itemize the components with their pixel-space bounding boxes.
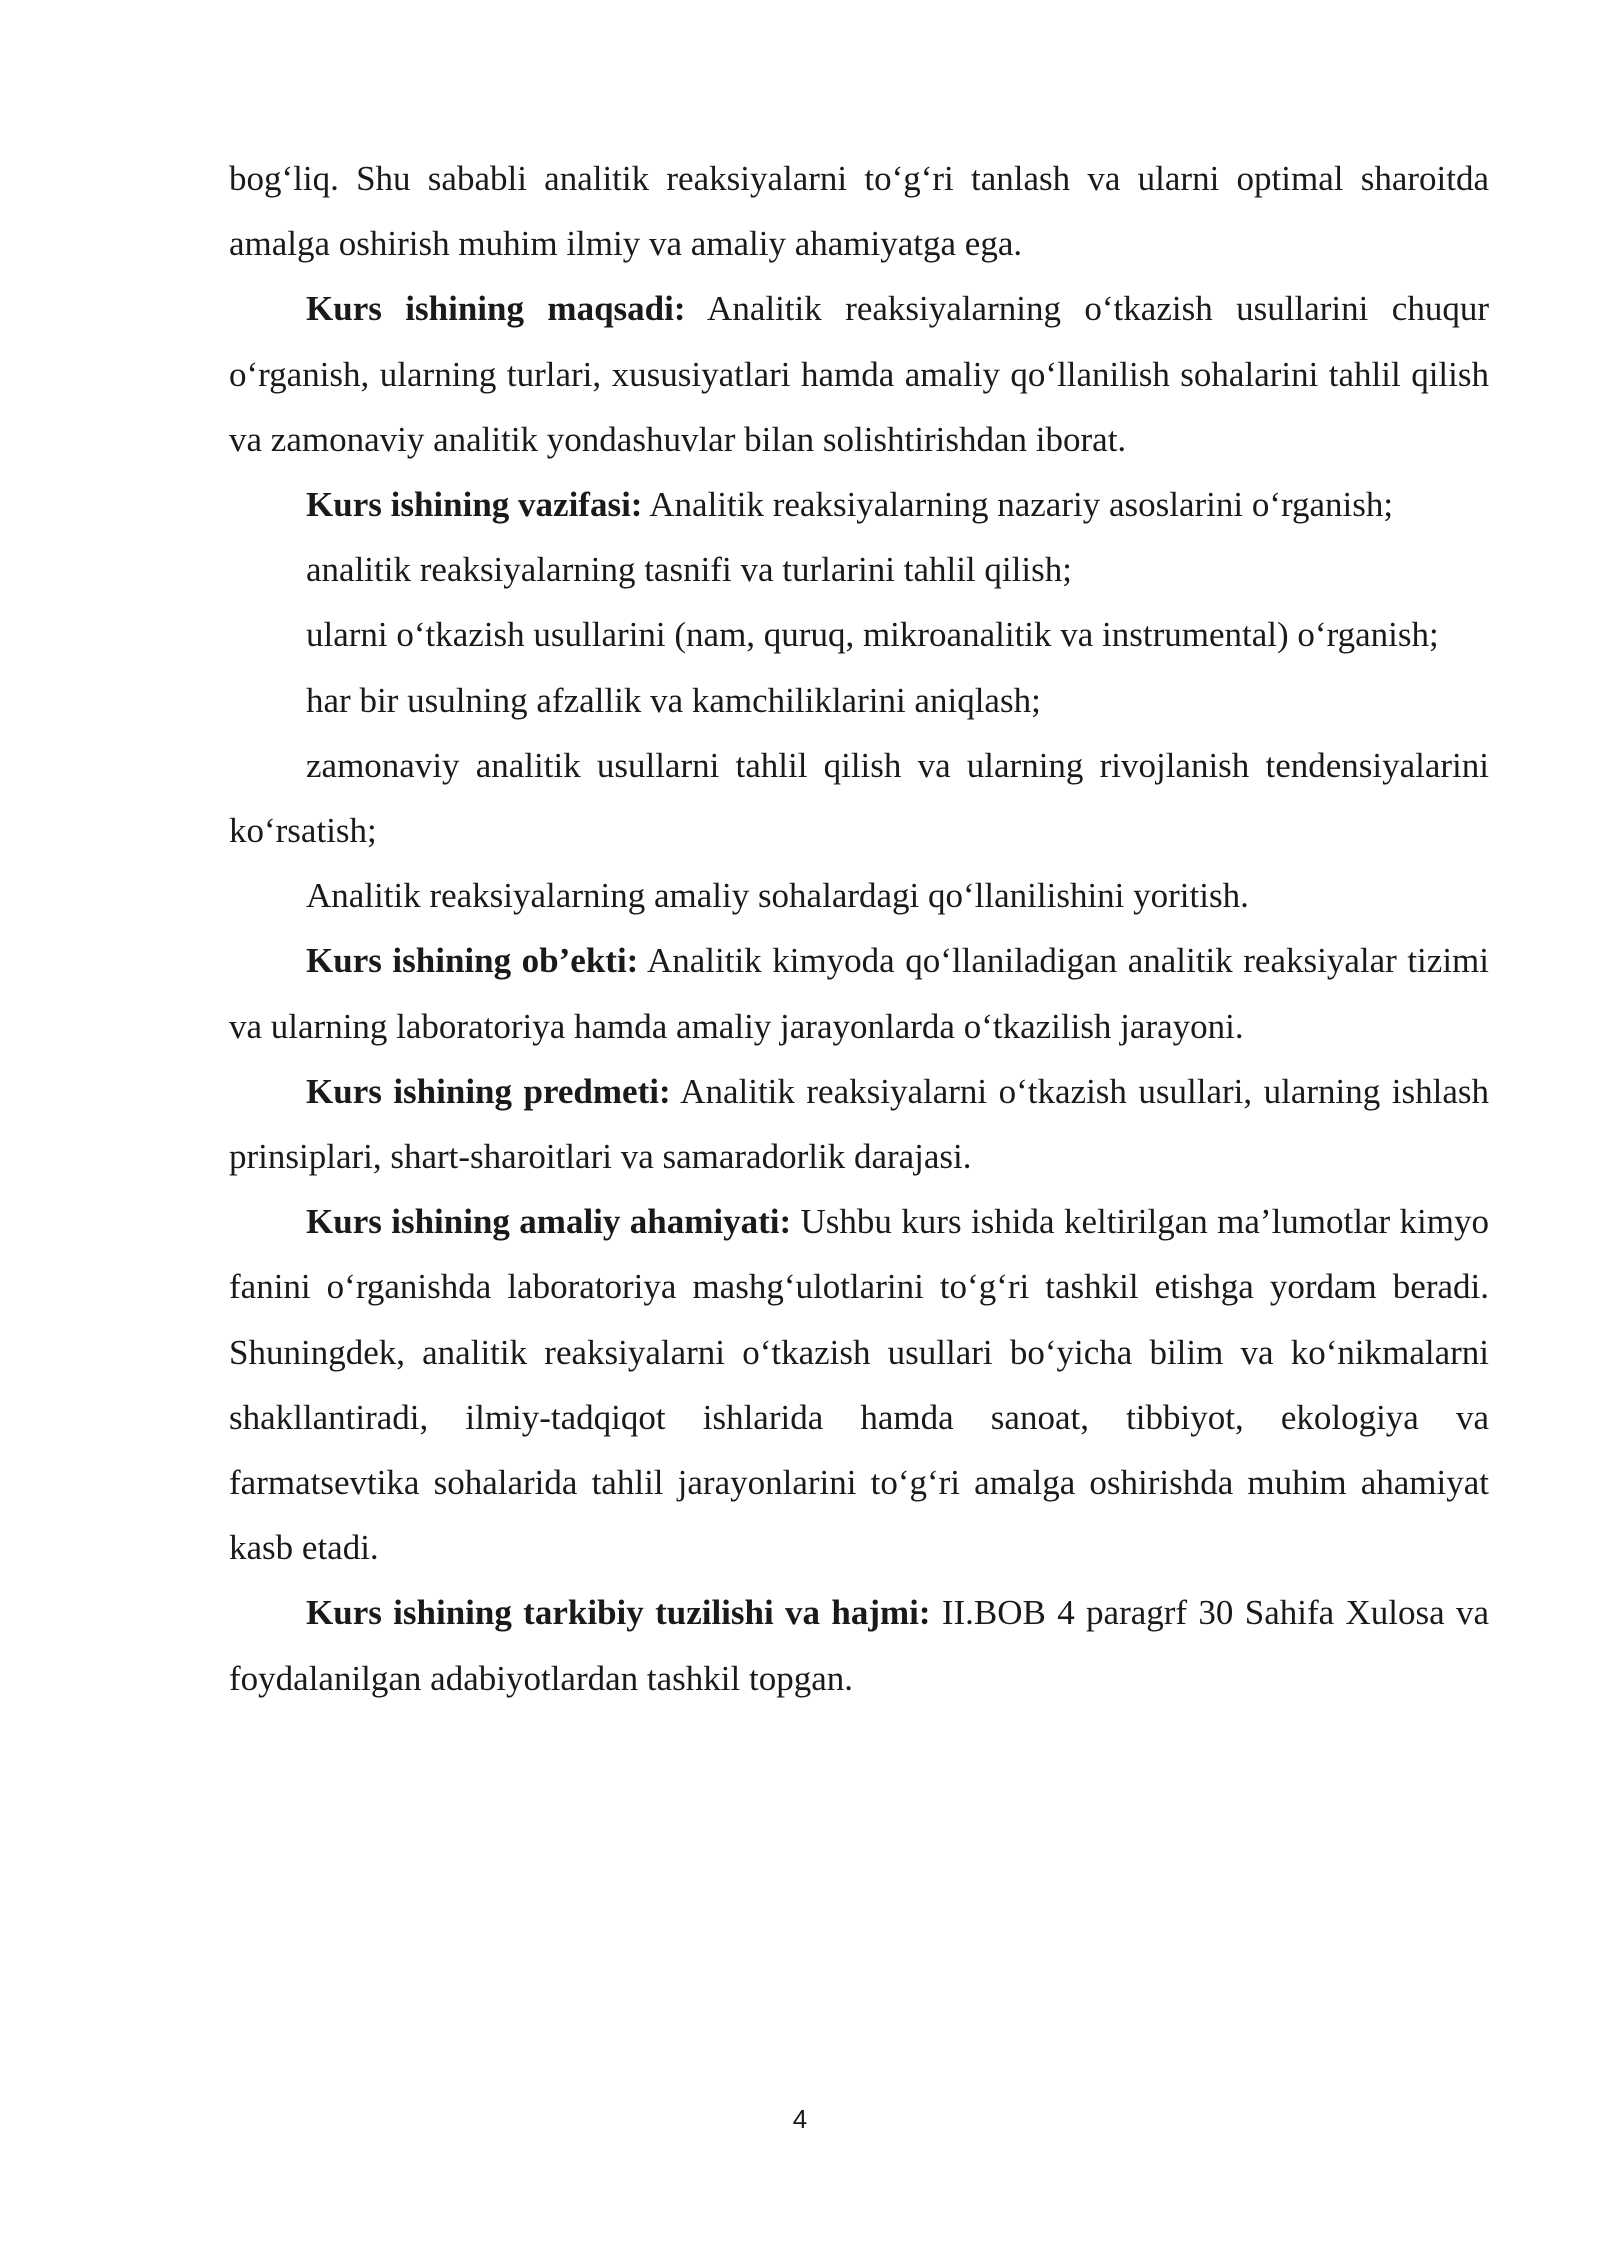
paragraph-text: Analitik reaksiyalarni o‘tkazish usullari, ularning ishlash prinsiplari, shart-sharoitlari va samaradorlik darajasi. [229, 1071, 1489, 1177]
paragraph-text: Analitik kimyoda qo‘llaniladigan analitik reaksiyalar tizimi va ularning laboratoriya hamda amaliy jarayonlarda o‘tkazilish jarayoni. [229, 941, 1489, 1046]
paragraph-structure [229, 1580, 1489, 1710]
paragraph-heading: Kurs ishining vazifasi: [306, 485, 643, 525]
paragraph-text: Analitik reaksiyalarning nazariy asoslarini o‘rganish; [642, 485, 1394, 525]
paragraph-text: bog‘liq. Shu sababli analitik reaksiyalarni to‘g‘ri tanlash va ularni optimal sharoitda amalga oshirish muhim ilmiy va amaliy ahamiyatga ega. [229, 159, 1489, 264]
paragraph-significance [229, 1189, 1489, 1580]
paragraph-text: Ushbu kurs ishida keltirilgan ma’lumotlar kimyo fanini o‘rganishda laboratoriya mashg‘ulotlarini to‘g‘ri tashkil etishga yordam beradi. Shuningdek, analitik reaksiyalarni o‘tkazish usullari bo‘yicha bilim va ko‘nikmalarni shakllantiradi, ilmiy-tadqiqot ishlarida hamda sanoat, tibbiyot, ekologiya va farmatsevtika sohalarida tahlil jarayonlarini to‘g‘ri amalga oshirishda muhim ahamiyat kasb etadi. [229, 1202, 1489, 1568]
paragraph-heading: Kurs ishining tarkibiy tuzilishi va hajmi: [306, 1593, 931, 1633]
task-item [229, 537, 1489, 602]
paragraph-text: Analitik reaksiyalarning amaliy sohalardagi qo‘llanilishini yoritish. [306, 876, 1249, 916]
paragraph-heading: Kurs ishining amaliy ahamiyati: [306, 1202, 792, 1242]
paragraph-text: Analitik reaksiyalarning o‘tkazish usullarini chuqur o‘rganish, ularning turlari, xususiyatlari hamda amaliy qo‘llanilish sohalarini tahlil qilish va zamonaviy analitik yondashuvlar bilan solishtirishdan iborat. [229, 289, 1489, 459]
paragraph-heading: Kurs ishining maqsadi: [306, 289, 686, 329]
paragraph-heading: Kurs ishining predmeti: [306, 1071, 671, 1111]
paragraph-tasks [229, 472, 1489, 537]
document-body [229, 146, 1489, 1711]
paragraph-goal [229, 276, 1489, 472]
paragraph-text: II.BOB 4 paragrf 30 Sahifa Xulosa va foydalanilgan adabiyotlardan tashkil topgan. [229, 1593, 1489, 1698]
paragraph-text: analitik reaksiyalarning tasnifi va turlarini tahlil qilish; [306, 550, 1072, 590]
page-number: 4 [792, 2104, 808, 2134]
paragraph-object [229, 928, 1489, 1058]
paragraph-continuation [229, 146, 1489, 276]
task-item [229, 733, 1489, 863]
task-item [229, 602, 1489, 667]
task-item [229, 863, 1489, 928]
task-item [229, 668, 1489, 733]
paragraph-heading: Kurs ishining ob’ekti: [306, 941, 639, 981]
paragraph-text: har bir usulning afzallik va kamchiliklarini aniqlash; [306, 680, 1041, 720]
paragraph-text: zamonaviy analitik usullarni tahlil qilish va ularning rivojlanish tendensiyalarini ko‘rsatish; [229, 745, 1489, 851]
paragraph-text: ularni o‘tkazish usullarini (nam, quruq, mikroanalitik va instrumental) o‘rganish; [306, 615, 1439, 655]
paragraph-subject [229, 1059, 1489, 1189]
